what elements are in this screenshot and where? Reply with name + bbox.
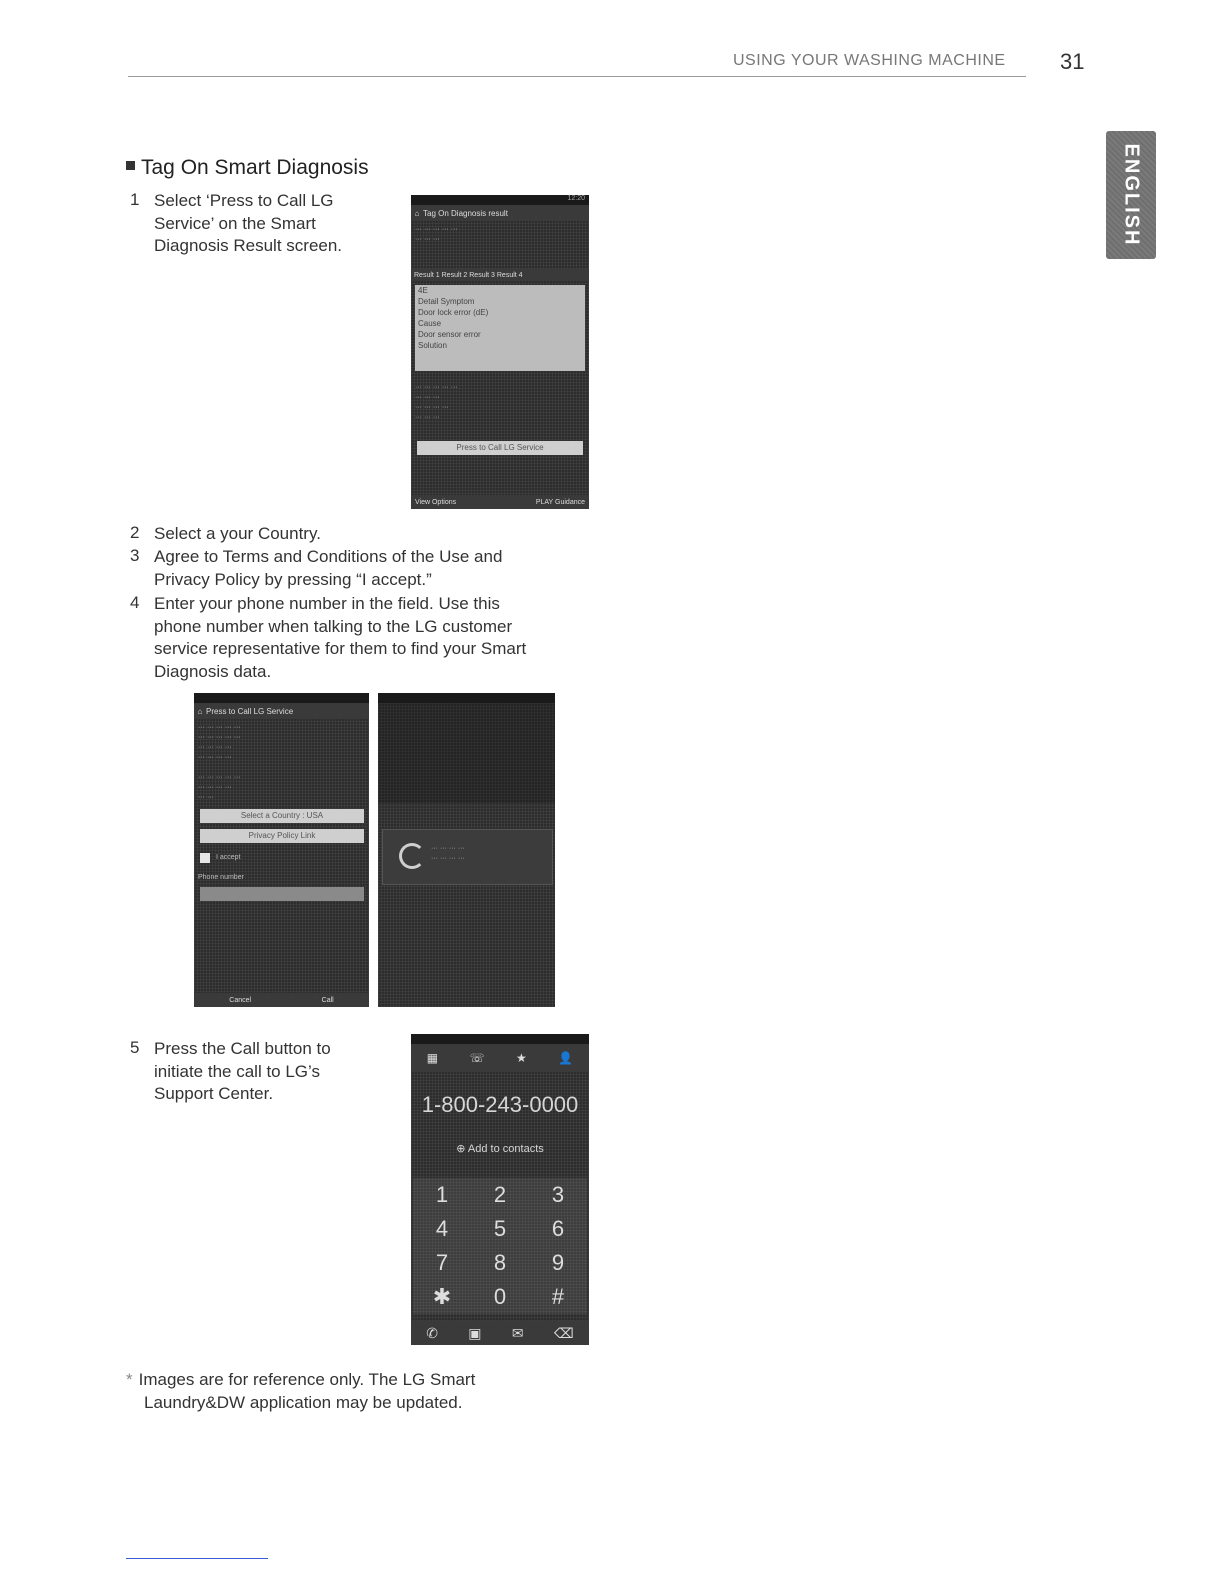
footer-rule [126,1558,268,1559]
dialog-buttons [194,993,369,1007]
dial-key[interactable]: 7 [413,1246,471,1280]
info-text: ··· ··· ··· ··· ··· ··· ··· ··· [415,226,458,243]
step-2-text: Select a your Country. [154,524,321,543]
instruction-text: ··· ··· ··· ··· ··· ··· ··· ··· ··· ··· ··· ··· ··· ··· ··· ··· ··· ··· [198,724,241,761]
keypad-tab-icon[interactable]: ▦ [426,1051,439,1065]
section-title [126,156,369,180]
dial-key[interactable]: 9 [529,1246,587,1280]
message-icon[interactable]: ✉ [511,1324,524,1341]
privacy-policy-button[interactable]: Privacy Policy Link [200,829,364,843]
section-title-text: Tag On Smart Diagnosis [141,156,369,179]
result-tabs: Result 1 Result 2 Result 3 Result 4 [411,269,589,281]
dial-key[interactable]: 5 [471,1212,529,1246]
contact-text: ··· ··· ··· ··· ··· ··· ··· ··· ··· ··· ··· ··· ··· ··· ··· [415,384,458,421]
press-to-call-button[interactable]: Press to Call LG Service [417,441,583,455]
result-panel: 4E Detail Symptom Door lock error (dE) Cause Door sensor error Solution [415,285,585,371]
step-1-text: Select ‘Press to Call LG Service’ on the Smart Diagnosis Result screen. [154,191,343,255]
app-title-bar [194,703,369,719]
step-4-text: Enter your phone number in the field. Use this phone number when talking to the LG customer service representative for them to find your Smart Diagnosis data. [154,594,527,681]
square-bullet-icon [126,161,135,170]
step-3-text: Agree to Terms and Conditions of the Use and Privacy Policy by pressing “I accept.” [154,547,503,589]
step-number: 1 [130,190,140,209]
dial-key[interactable]: ✱ [413,1280,471,1314]
dial-key[interactable]: 1 [413,1178,471,1212]
status-bar [411,1034,589,1044]
progress-dialog [382,829,553,885]
accept-checkbox[interactable] [200,853,210,863]
favorites-tab-icon[interactable]: ★ [516,1051,527,1065]
accept-label: I accept [216,854,241,861]
language-tab [1106,131,1156,259]
dial-key[interactable]: 4 [413,1212,471,1246]
bottom-bar [411,495,589,509]
backspace-icon[interactable]: ⌫ [554,1324,574,1341]
step-number: 2 [130,523,140,542]
phone-dialer-screenshot [411,1034,589,1345]
page-number: 31 [1060,49,1085,74]
dial-key[interactable]: 8 [471,1246,529,1280]
privacy-note: ··· ··· ··· ··· ··· ··· ··· ··· ··· ··· ··· [198,774,241,801]
cancel-button[interactable]: Cancel [229,996,252,1004]
dialed-number: 1-800-243-0000 [421,1092,579,1117]
dial-key[interactable]: 6 [529,1212,587,1246]
progress-text: ··· ··· ··· ··· ··· ··· ··· ··· [431,845,465,862]
dial-key[interactable]: 3 [529,1178,587,1212]
call-service-form-screenshot [194,693,369,1007]
dial-key[interactable]: 0 [471,1280,529,1314]
language-tab-label: ENGLISH [1120,143,1143,247]
footnote-marker: * [126,1370,133,1389]
header-divider [128,76,1026,77]
step-number: 4 [130,593,140,612]
screen-title: Press to Call LG Service [206,706,294,716]
play-guidance-button[interactable]: PLAY Guidance [535,498,585,506]
step-number: 3 [130,546,140,565]
add-to-contacts-button[interactable]: ⊕ Add to contacts [456,1143,544,1155]
status-bar [378,693,555,703]
dialer-bottom-bar [411,1321,589,1345]
running-header: USING YOUR WASHING MACHINE [733,52,1006,69]
call-log-tab-icon[interactable]: ☏ [469,1051,485,1065]
home-icon: ⌂ [414,208,420,218]
contacts-tab-icon[interactable]: 👤 [558,1051,574,1065]
step-number: 5 [130,1038,140,1057]
select-country-button[interactable]: Select a Country : USA [200,809,364,823]
screen-title: Tag On Diagnosis result [423,208,508,218]
phone-number-input[interactable] [200,887,364,901]
loading-spinner-icon [399,843,425,869]
app-title-bar [411,205,589,221]
phone-number-label: Phone number [198,874,244,881]
dial-key[interactable]: 2 [471,1178,529,1212]
dial-key[interactable]: # [529,1280,587,1314]
phone-icon[interactable]: ✆ [426,1324,438,1341]
status-bar: 12:20 [411,195,589,205]
step-5-text: Press the Call button to initiate the call to LG’s Support Center. [154,1039,331,1103]
call-button[interactable]: Call [321,996,334,1004]
diagnosis-result-screenshot [411,195,589,509]
footnote: * Images are for reference only. The LG Smart Laundry&DW application may be updated. [126,1370,476,1412]
sending-data-screenshot [378,693,555,1007]
plus-icon: ⊕ [456,1143,468,1155]
status-bar [194,693,369,703]
home-icon: ⌂ [197,706,203,716]
video-call-icon[interactable]: ▣ [468,1324,482,1341]
dimmed-background [378,703,555,803]
view-options-button[interactable]: View Options [415,498,457,506]
dialer-tabs [411,1044,589,1072]
